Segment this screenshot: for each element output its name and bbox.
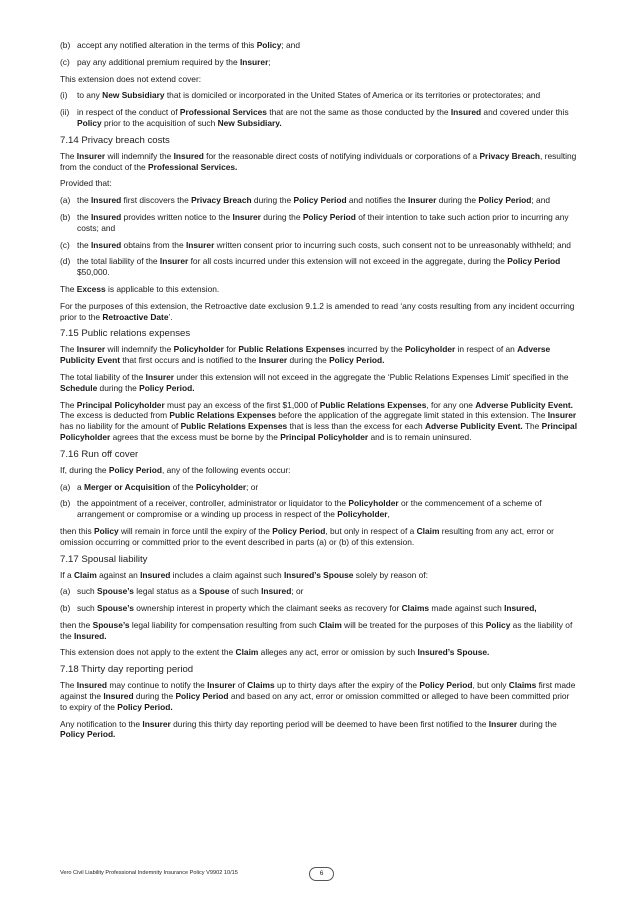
text-run: The (522, 421, 542, 432)
text-run: that is domiciled or incorporated in the United States of America or its territories or protectorates; and (164, 90, 541, 101)
defined-term: Public Relations Expenses (238, 344, 345, 355)
list-item-label: (b) (60, 211, 71, 222)
defined-term: Insured’s Spouse. (417, 647, 490, 658)
text-run: legal status as a (133, 586, 200, 597)
text-run: made against such (429, 603, 505, 614)
defined-term: Insurer (142, 718, 171, 729)
defined-term: Policy Period. (139, 382, 195, 393)
defined-term: Spouse’s (97, 586, 134, 597)
defined-term: Policy (485, 619, 511, 630)
page-footer (60, 867, 578, 881)
defined-term: Insured (90, 239, 122, 250)
list-item-label: (b) (60, 40, 71, 50)
text-run: , for any one (426, 399, 476, 410)
defined-term: Policy Period (507, 256, 561, 267)
defined-term: Claims (247, 680, 275, 691)
defined-term: Claim (416, 525, 440, 536)
defined-term: Adverse Publicity Event. (475, 399, 573, 410)
text-run: then the (60, 619, 93, 630)
defined-term: Principal Policyholder (280, 431, 369, 442)
text-run: during the (260, 211, 303, 222)
text-run: ownership interest in property which the claimant seeks as recovery for (133, 603, 402, 614)
list-item (60, 212, 578, 234)
defined-term: Claims (401, 603, 430, 614)
text-run: 7.15 Public relations expenses (60, 328, 191, 340)
defined-term: Policy (94, 525, 119, 536)
list-item (60, 40, 578, 51)
text-run: during the (251, 195, 294, 206)
list-item-text (77, 195, 578, 206)
text-run: resulting from any act, error or omission occurring or committed prior to the event described in parts (a) or (b) of this extension. (60, 525, 554, 547)
defined-term: Adverse Publicity Event. (424, 421, 523, 432)
list-item (60, 482, 578, 493)
text-run: will be treated for the purposes of this (341, 619, 486, 630)
defined-term: Policy (77, 117, 102, 128)
text-run: the total liability of the (77, 256, 160, 267)
list-item-text (77, 240, 578, 251)
text-run: The (60, 283, 77, 294)
text-run: during the (97, 382, 140, 393)
text-run: of the (170, 481, 196, 492)
defined-term: Public Relations Expenses (180, 421, 288, 432)
defined-term: Insurer (488, 718, 518, 729)
text-run: and based on any act, error or omission committed or alleged to have been committed prior to expiry of the (60, 691, 570, 712)
section-heading (60, 135, 578, 147)
text-run: first made against the (60, 680, 576, 702)
defined-term: Policy Period (293, 195, 347, 206)
list-item-label: (i) (60, 90, 68, 101)
text-run: against an (96, 569, 141, 580)
text-run: and is to remain uninsured. (368, 431, 472, 442)
paragraph (60, 465, 578, 476)
text-run: ; (268, 56, 271, 67)
defined-term: Policy Period (478, 195, 532, 206)
paragraph (60, 620, 578, 642)
defined-term: Insurer (408, 195, 437, 206)
defined-term: Policyholder (348, 498, 399, 509)
defined-term: New Subsidiary. (217, 117, 282, 128)
defined-term: Claim (235, 647, 259, 658)
text-run: , any of the following events occur: (161, 464, 291, 475)
text-run: The (60, 680, 77, 691)
list-item (60, 586, 578, 597)
text-run: the appointment of a receiver, controller, administrator or liquidator to the (77, 498, 349, 509)
paragraph (60, 284, 578, 295)
text-run: ; or (246, 481, 259, 492)
defined-term: Principal Policyholder (60, 421, 578, 442)
text-run: prior to the acquisition of such (101, 117, 218, 128)
defined-term: Excess (76, 283, 106, 294)
defined-term: Policy Period. (117, 701, 173, 712)
text-run: for all costs incurred under this extension will not exceed in the aggregate, during the (188, 256, 508, 267)
text-run: agrees that the excess must be borne by the (110, 431, 281, 442)
paragraph (60, 647, 578, 658)
text-run: pay any additional premium required by the (77, 56, 240, 67)
list-item (60, 195, 578, 206)
text-run: then this (60, 525, 94, 536)
text-run: that is less than the excess for each (287, 421, 425, 432)
text-run: ; and (281, 40, 301, 50)
list-item-text (77, 57, 578, 68)
text-run: or the commencement of a scheme of arrangement or compromise or a winding up process in respect of the (77, 498, 542, 520)
list-item (60, 603, 578, 614)
text-run: and notifies the (346, 195, 409, 206)
defined-term: Insured (90, 195, 122, 206)
text-run: alleges any act, error or omission by such (258, 647, 418, 658)
list-item-text (77, 256, 578, 278)
paragraph (60, 372, 578, 394)
text-run: such (77, 603, 98, 614)
text-run: This extension does not extend cover: (60, 73, 202, 84)
list-item (60, 57, 578, 68)
text-run: under this extension will not exceed in the aggregate the ‘Public Relations Expenses Limit’ specified in the (174, 371, 569, 382)
text-run: 7.18 Thirty day reporting period (60, 664, 194, 676)
defined-term: Merger or Acquisition (84, 481, 171, 492)
text-run: of (235, 680, 248, 691)
section-heading (60, 664, 578, 676)
defined-term: Insured (140, 569, 171, 580)
defined-term: Policy Period (272, 525, 326, 536)
text-run: ’. (168, 311, 173, 322)
text-run: $50,000. (77, 267, 110, 278)
text-run: Provided that: (60, 178, 112, 189)
defined-term: Claim (73, 569, 97, 580)
defined-term: Insured. (73, 630, 107, 641)
defined-term: Insurer (76, 344, 106, 355)
defined-term: Public Relations Expenses (319, 399, 427, 410)
text-run: during the (133, 691, 176, 702)
text-run: during the (287, 355, 330, 366)
defined-term: Professional Services. (148, 161, 238, 172)
text-run: the (77, 211, 91, 222)
text-run: is applicable to this extension. (105, 283, 220, 294)
policy-page-body (60, 40, 578, 746)
text-run: , resulting from the conduct of the (60, 150, 577, 172)
list-item-label: (b) (60, 498, 71, 509)
defined-term: Public Relations Expenses (169, 410, 276, 421)
defined-term: Policyholder (173, 344, 224, 355)
paragraph (60, 719, 578, 741)
defined-term: Insurer (159, 256, 189, 267)
defined-term: Insured (90, 211, 122, 222)
list-item-text (77, 90, 578, 101)
list-item-label: (ii) (60, 107, 70, 118)
text-run: 7.17 Spousal liability (60, 553, 148, 565)
defined-term: Retroactive Date (102, 311, 169, 322)
defined-term: Insurer (76, 150, 106, 161)
defined-term: Policy Period (108, 464, 162, 475)
defined-term: Schedule (60, 382, 98, 393)
list-item (60, 107, 578, 129)
text-run: ; or (291, 586, 304, 597)
list-item-label: (b) (60, 603, 71, 614)
defined-term: Principal Policyholder (76, 399, 165, 410)
paragraph (60, 680, 578, 712)
list-item-label: (c) (60, 239, 70, 250)
list-item-label: (c) (60, 56, 70, 67)
text-run: solely by reason of: (353, 569, 428, 580)
paragraph (60, 570, 578, 581)
defined-term: Spouse (199, 586, 230, 597)
text-run: such (77, 586, 98, 597)
list-item (60, 498, 578, 520)
text-run: For the purposes of this extension, the Retroactive date exclusion 9.1.2 is amended to read ‘any costs resulting from any incident occurring prior to the (60, 300, 575, 322)
text-run: before the application of the aggregate limit stated in this extension. The (275, 410, 548, 421)
section-heading (60, 449, 578, 461)
defined-term: Insured, (504, 603, 537, 614)
text-run: and covered under this (481, 107, 569, 118)
defined-term: Insurer (547, 410, 577, 421)
text-run: of their intention to take such action prior to incurring any costs; and (77, 211, 569, 233)
list-item-label: (a) (60, 481, 71, 492)
text-run: , but only in respect of a (325, 525, 417, 536)
text-run: , (387, 509, 390, 520)
defined-term: Insured (173, 150, 204, 161)
list-item-text (77, 40, 578, 51)
defined-term: Privacy Breach (479, 150, 540, 161)
text-run: The excess is deducted from (60, 410, 170, 421)
defined-term: New Subsidiary (102, 90, 165, 101)
paragraph (60, 526, 578, 548)
text-run: provides written notice to the (121, 211, 233, 222)
text-run: must pay an excess of the first $1,000 of (164, 399, 320, 410)
defined-term: Policy Period. (329, 355, 385, 366)
defined-term: Insured (261, 586, 292, 597)
list-item (60, 256, 578, 278)
text-run: The (60, 150, 77, 161)
paragraph (60, 74, 578, 85)
text-run: for the reasonable direct costs of notifying individuals or corporations of a (203, 150, 480, 161)
list-item-text (77, 498, 578, 520)
defined-term: Insurer (207, 680, 236, 691)
text-run: incurred by the (344, 344, 405, 355)
text-run: that first occurs and is notified to the (120, 355, 259, 366)
text-run: , but only (472, 680, 509, 691)
text-run: If, during the (60, 464, 109, 475)
list-item (60, 240, 578, 251)
text-run: obtains from the (121, 239, 186, 250)
paragraph (60, 178, 578, 189)
text-run: 7.14 Privacy breach costs (60, 134, 170, 146)
defined-term: Insurer (232, 211, 261, 222)
paragraph (60, 344, 578, 366)
text-run: that are not the same as those conducted by the (266, 107, 451, 118)
page-number-badge: 6 (309, 867, 334, 881)
text-run: during this thirty day reporting period will be deemed to have been first notified to the (170, 718, 489, 729)
list-item-label: (a) (60, 195, 71, 206)
paragraph (60, 301, 578, 323)
defined-term: Spouse’s (97, 603, 134, 614)
text-run: will indemnify the (105, 344, 174, 355)
text-run: accept any notified alteration in the terms of this (77, 40, 257, 50)
text-run: to any (77, 90, 103, 101)
list-item-label: (a) (60, 586, 71, 597)
text-run: first discovers the (121, 195, 192, 206)
text-run: If a (60, 569, 74, 580)
defined-term: Spouse’s (92, 619, 130, 630)
text-run: written consent prior to incurring such costs, such consent not to be unreasonably withheld; and (214, 239, 571, 250)
defined-term: Policy Period. (60, 729, 116, 740)
text-run: for (223, 344, 239, 355)
defined-term: Insured (76, 680, 108, 691)
paragraph (60, 151, 578, 173)
defined-term: Insured’s Spouse (283, 569, 354, 580)
defined-term: Policyholder (404, 344, 456, 355)
text-run: of such (229, 586, 262, 597)
defined-term: Privacy Breach (191, 195, 252, 206)
text-run: 7.16 Run off cover (60, 448, 139, 460)
footer-policy-reference: Vero Civil Liability Professional Indemnity Insurance Policy V9902 10/15 (60, 870, 238, 876)
defined-term: Policy Period (302, 211, 356, 222)
text-run: The (60, 344, 77, 355)
list-item (60, 90, 578, 101)
defined-term: Insurer (185, 239, 215, 250)
text-run: ; and (531, 195, 551, 206)
text-run: up to thirty days after the expiry of the (274, 680, 420, 691)
text-run: The (60, 399, 77, 410)
text-run: has no liability for the amount of (60, 421, 181, 432)
text-run: the (77, 195, 91, 206)
defined-term: Policy Period (175, 691, 229, 702)
list-item-text (77, 212, 578, 234)
text-run: in respect of an (455, 344, 518, 355)
defined-term: Adverse Publicity Event (60, 344, 551, 366)
defined-term: Policyholder (337, 509, 388, 520)
text-run: a (77, 481, 84, 492)
defined-term: Insurer (239, 56, 269, 67)
defined-term: Insured (450, 107, 482, 118)
list-item-text (77, 586, 578, 597)
defined-term: Insured (103, 691, 134, 702)
defined-term: Policyholder (195, 481, 247, 492)
text-run: The total liability of the (60, 371, 146, 382)
section-heading (60, 554, 578, 566)
text-run: as the liability of the (60, 619, 573, 641)
text-run: the (77, 239, 91, 250)
text-run: Any notification to the (60, 718, 143, 729)
text-run: includes a claim against such (170, 569, 284, 580)
defined-term: Professional Services (179, 107, 267, 118)
text-run: may continue to notify the (107, 680, 208, 691)
defined-term: Policy (256, 40, 282, 50)
defined-term: Policy Period (419, 680, 473, 691)
list-item-text (77, 107, 578, 129)
list-item-text (77, 482, 578, 493)
defined-term: Insurer (258, 355, 288, 366)
text-run: during the (436, 195, 479, 206)
list-item-label: (d) (60, 256, 71, 267)
section-heading (60, 328, 578, 340)
text-run: in respect of the conduct of (77, 107, 180, 118)
text-run: during the (517, 718, 557, 729)
defined-term: Insurer (145, 371, 175, 382)
text-run: This extension does not apply to the extent the (60, 647, 236, 658)
text-run: will remain in force until the expiry of the (118, 525, 273, 536)
defined-term: Claims (508, 680, 537, 691)
paragraph (60, 400, 578, 443)
text-run: will indemnify the (105, 150, 174, 161)
text-run: legal liability for compensation resulting from such (129, 619, 320, 630)
defined-term: Claim (319, 619, 342, 630)
list-item-text (77, 603, 578, 614)
